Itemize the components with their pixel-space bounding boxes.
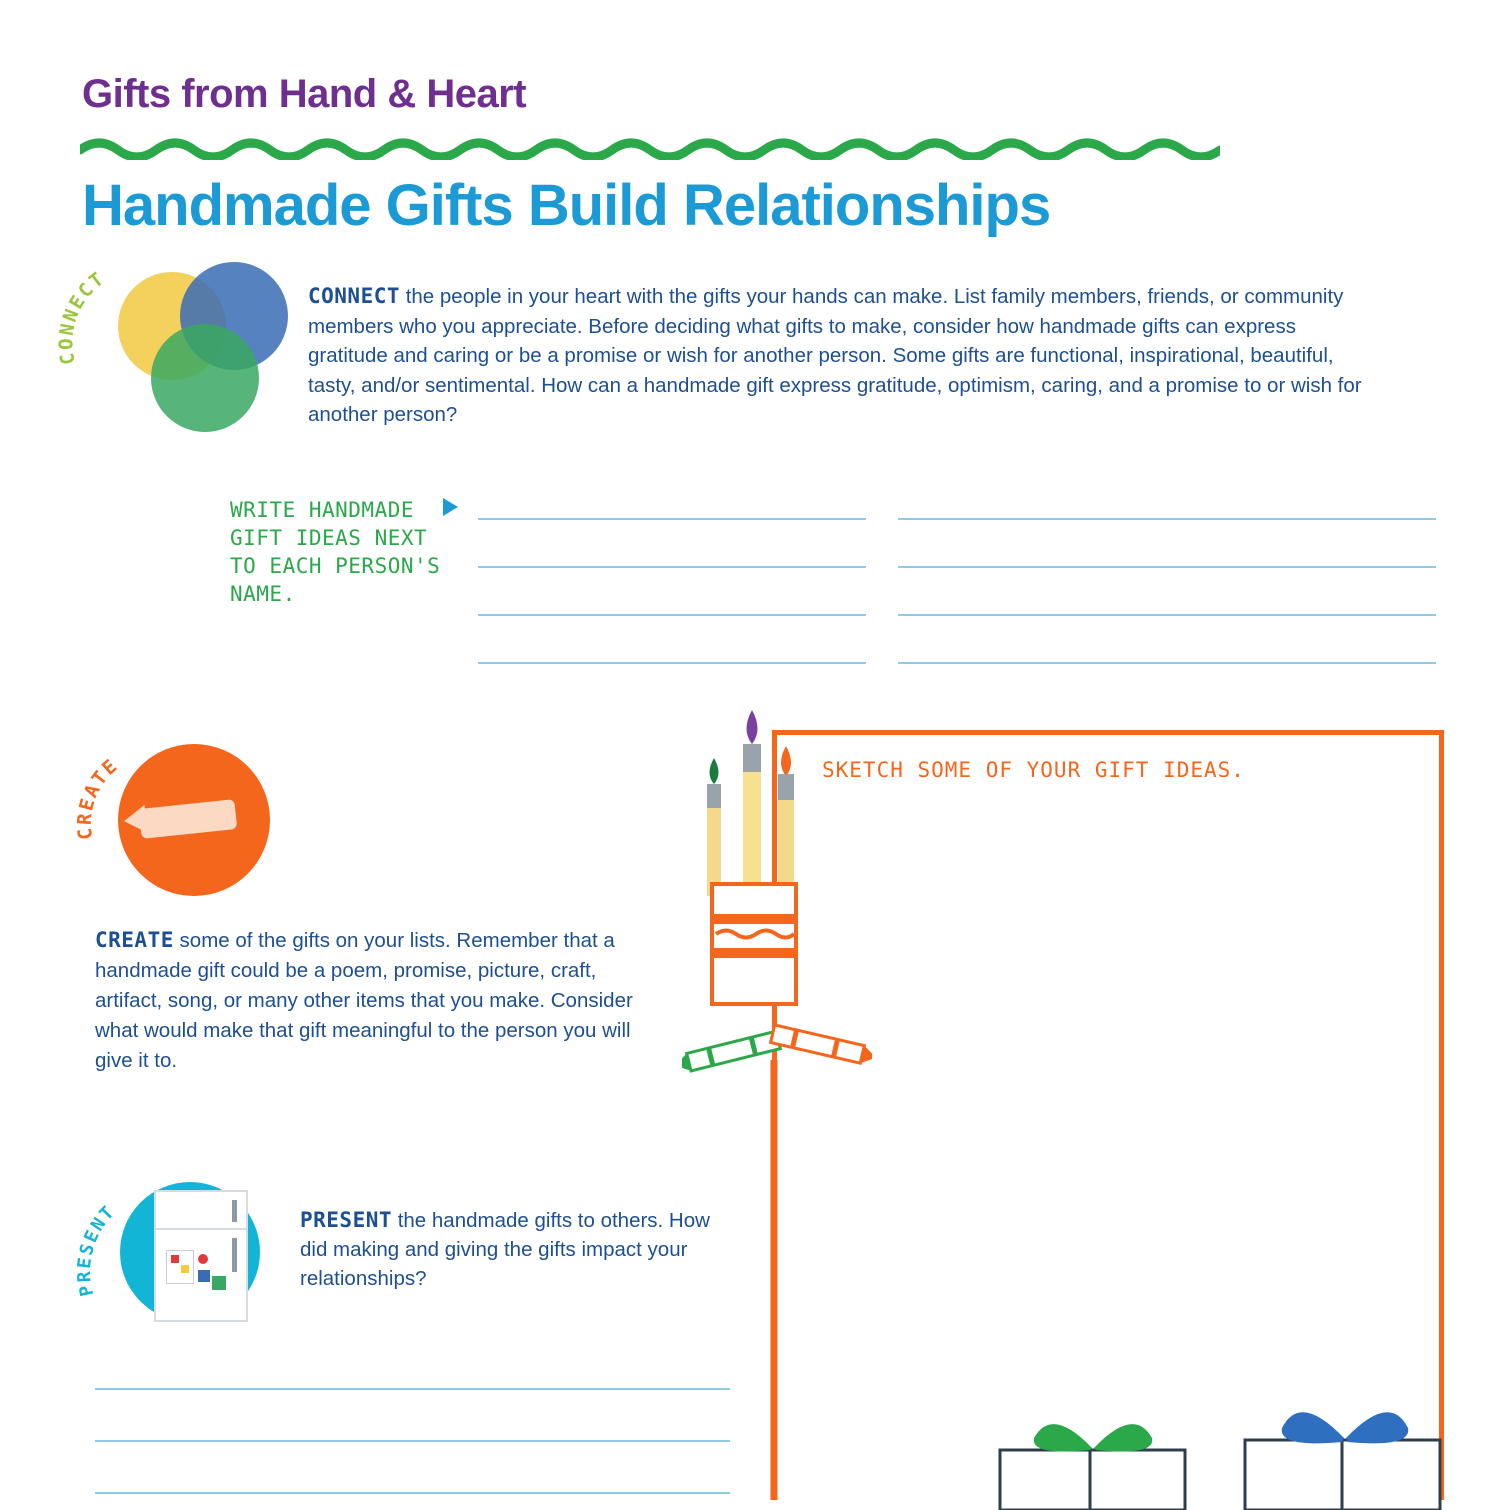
purple-paintbrush bbox=[743, 710, 761, 896]
connect-line-right-4[interactable] bbox=[898, 662, 1436, 664]
gift-box-blue bbox=[1245, 1412, 1440, 1510]
venn-circle-green bbox=[151, 324, 259, 432]
connect-arc-text: CONNECT bbox=[55, 267, 110, 367]
connect-paragraph bbox=[308, 282, 1363, 430]
present-body: the handmade gifts to others. How did making and giving the gifts impact your relationships? bbox=[300, 1209, 710, 1290]
create-lead: CREATE bbox=[95, 928, 174, 952]
fridge-handle-top bbox=[232, 1200, 237, 1222]
fridge-divider bbox=[156, 1228, 246, 1230]
connect-line-left-3[interactable] bbox=[478, 614, 866, 616]
venn-diagram-icon bbox=[118, 262, 288, 437]
present-line-3[interactable] bbox=[95, 1492, 730, 1494]
present-arc-text: PRESENT bbox=[73, 1201, 120, 1299]
connect-body: the people in your heart with the gifts your hands can make. List family members, friends, or community members who you appreciate. Before deciding what gifts to make, consider how handmade gifts can express gratitude and caring or be a promise or wish for another person. Some gifts are functional, inspirational, beautiful, tasty, and/or sentimental. How can a handmade gift express gratitude, optimism, caring, and a promise to or wish for another person? bbox=[308, 285, 1362, 426]
connect-line-left-4[interactable] bbox=[478, 662, 866, 664]
crayons-illustration bbox=[682, 1018, 872, 1090]
svg-text:PRESENT bbox=[74, 1201, 120, 1298]
connect-line-right-2[interactable] bbox=[898, 566, 1436, 568]
connect-lead: CONNECT bbox=[308, 284, 401, 308]
fridge-drawing-1 bbox=[166, 1250, 194, 1284]
green-paintbrush bbox=[707, 758, 721, 896]
present-line-1[interactable] bbox=[95, 1388, 730, 1390]
sketch-area[interactable] bbox=[772, 730, 1444, 1500]
crayon-badge-icon bbox=[118, 744, 270, 896]
present-lead: PRESENT bbox=[300, 1208, 393, 1232]
fridge-magnet-dot bbox=[198, 1254, 208, 1264]
orange-stem-divider bbox=[760, 1060, 788, 1500]
crayon-body bbox=[139, 799, 238, 839]
connect-line-right-1[interactable] bbox=[898, 518, 1436, 520]
page-title: Handmade Gifts Build Relationships bbox=[82, 173, 1051, 238]
sketch-label: SKETCH SOME OF YOUR GIFT IDEAS. bbox=[822, 758, 1245, 782]
fridge-drawing-2 bbox=[198, 1270, 228, 1294]
svg-text:CONNECT bbox=[55, 267, 109, 366]
create-body: some of the gifts on your lists. Remember that a handmade gift could be a poem, promise, picture, craft, artifact, song, or many other items that you make. Consider what would make that gift meaningful to the person you will give it to. bbox=[95, 929, 633, 1072]
squiggle-divider bbox=[80, 134, 1220, 160]
fridge-badge-icon bbox=[120, 1182, 260, 1322]
connect-line-right-3[interactable] bbox=[898, 614, 1436, 616]
page-eyebrow: Gifts from Hand & Heart bbox=[82, 72, 527, 116]
connect-line-left-2[interactable] bbox=[478, 566, 866, 568]
present-paragraph bbox=[300, 1206, 730, 1293]
present-line-2[interactable] bbox=[95, 1440, 730, 1442]
gift-boxes-illustration bbox=[990, 1400, 1490, 1510]
create-paragraph bbox=[95, 925, 665, 1076]
refrigerator-icon bbox=[154, 1190, 248, 1322]
fridge-handle-bottom bbox=[232, 1238, 237, 1272]
svg-text:CREATE bbox=[74, 754, 123, 841]
create-arc-text: CREATE bbox=[73, 754, 123, 841]
connect-line-left-1[interactable] bbox=[478, 518, 866, 520]
gift-box-green bbox=[1000, 1424, 1185, 1510]
orange-paintbrush bbox=[778, 746, 794, 896]
write-ideas-prompt: WRITE HANDMADE GIFT IDEAS NEXT TO EACH PERSON'S NAME. bbox=[230, 498, 441, 606]
triangle-pointer-icon bbox=[443, 498, 458, 516]
